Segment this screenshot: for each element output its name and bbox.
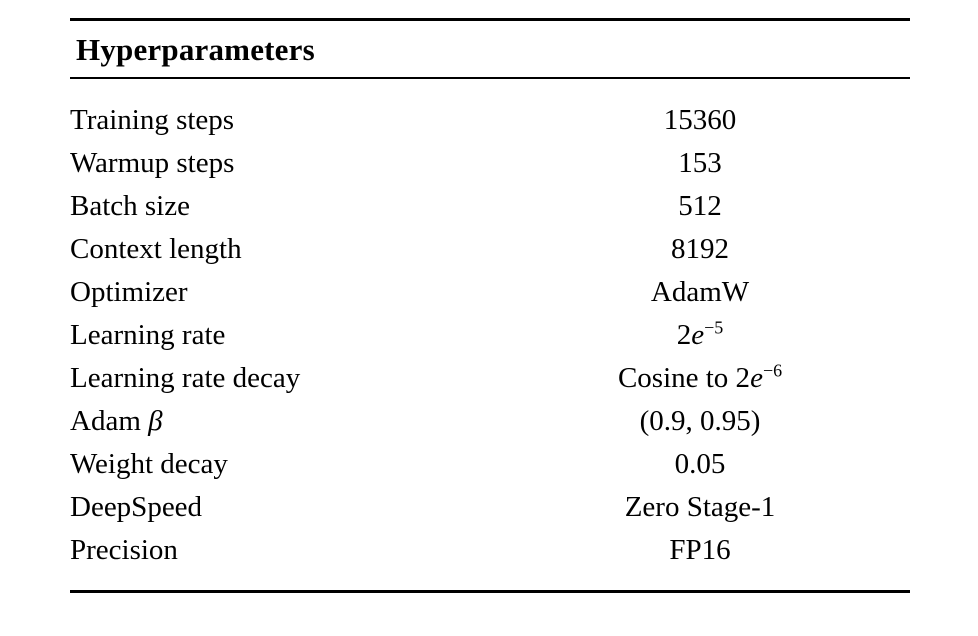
parameter-label: Batch size	[70, 190, 190, 223]
parameter-value: $2e^{-5}$	[676, 317, 724, 352]
table-header-title: Hyperparameters	[76, 32, 315, 67]
parameter-label: Training steps	[70, 104, 235, 137]
parameter-label: Learning rate decay	[70, 362, 301, 395]
table-row	[70, 99, 910, 142]
parameter-value: FP16	[669, 534, 731, 567]
parameter-value: (0.9, 0.95)	[639, 405, 761, 438]
parameter-value: 8192	[671, 233, 729, 266]
table-header-row	[70, 21, 910, 77]
parameter-value: 512	[678, 190, 722, 223]
spacer-row	[70, 79, 910, 99]
parameters-table-body	[70, 79, 910, 590]
table-row	[70, 400, 910, 443]
spacer-cell	[70, 79, 910, 99]
table-row	[70, 228, 910, 271]
table-row	[70, 486, 910, 529]
parameter-value: 15360	[663, 104, 737, 137]
parameters-table	[70, 79, 910, 590]
table-row	[70, 185, 910, 228]
table-row	[70, 142, 910, 185]
parameter-label: Optimizer	[70, 276, 188, 309]
hyperparameters-table	[70, 18, 910, 593]
parameter-label: Warmup steps	[70, 147, 235, 180]
table-row	[70, 271, 910, 314]
table-row	[70, 357, 910, 400]
parameter-label: Learning rate	[70, 319, 226, 352]
parameter-value: 153	[678, 147, 722, 180]
table-row	[70, 443, 910, 486]
parameter-value: 0.05	[674, 448, 726, 481]
parameter-label: Precision	[70, 534, 178, 567]
spacer-row	[70, 572, 910, 590]
parameter-value: Zero Stage-1	[624, 491, 776, 524]
parameter-value: Cosine to $2e^{-6}$	[617, 360, 783, 395]
parameter-value: AdamW	[650, 276, 750, 309]
parameter-label: Context length	[70, 233, 242, 266]
table-bottom-rule	[70, 590, 910, 593]
parameter-label: DeepSpeed	[70, 491, 203, 524]
parameter-label: Adam β	[70, 405, 163, 438]
table-row	[70, 314, 910, 357]
table-row	[70, 529, 910, 572]
parameter-label: Weight decay	[70, 448, 228, 481]
spacer-cell	[70, 572, 910, 590]
